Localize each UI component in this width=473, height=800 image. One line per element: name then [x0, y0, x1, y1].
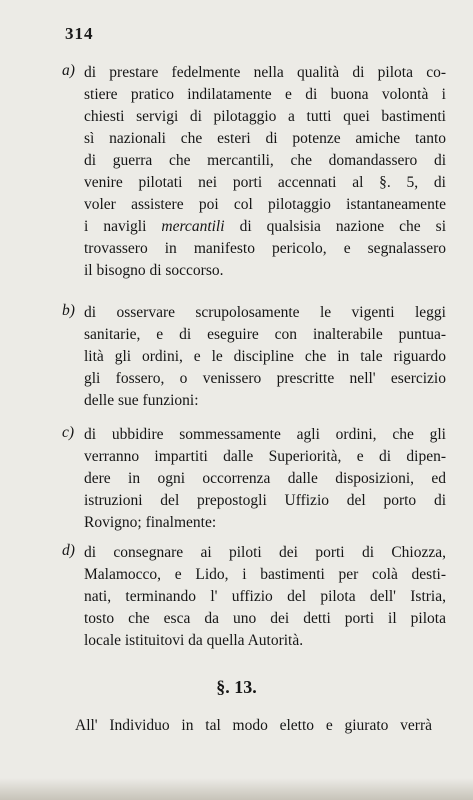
page-bottom-edge	[0, 778, 473, 800]
text-line: venire pilotati nei porti accennati al §. 5, di	[84, 174, 446, 191]
text-line: verranno impartiti dalle Superiorità, e di dipen-	[84, 448, 446, 465]
item-marker: a)	[62, 62, 75, 79]
text-line: lità gli ordini, e le discipline che in tale riguardo	[84, 348, 446, 365]
text-line: tosto che esca da uno dei detti porti il pilota	[84, 610, 446, 627]
text-line: il bisogno di soccorso.	[84, 262, 224, 279]
list-item-a	[62, 62, 446, 282]
list-item-d	[62, 542, 446, 652]
list-item-b	[62, 302, 446, 412]
item-marker: b)	[62, 302, 75, 319]
text-line: stiere pratico indilatamente e di buona volontà i	[84, 86, 446, 103]
text-line: gli fossero, o venissero prescritte nell' esercizio	[84, 370, 446, 387]
text-line: sì nazionali che esteri di potenze amiche tanto	[84, 130, 446, 147]
item-marker: c)	[62, 424, 75, 441]
text-line: dere in ogni occorrenza dalle disposizioni, ed	[84, 470, 446, 487]
continuation-line: All' Individuo in tal modo eletto e giurato verrà	[75, 717, 432, 734]
text-line: Rovigno; finalmente:	[84, 514, 217, 531]
text-line: i navigli mercantili di qualsisia nazione che si	[84, 218, 447, 235]
text-line: di guerra che mercantili, che domandassero di	[84, 152, 446, 169]
page-number: 314	[65, 24, 94, 43]
list-item-c	[62, 424, 446, 534]
text-line: voler assistere poi col pilotaggio istantaneamente	[84, 196, 446, 213]
text-line: di osservare scrupolosamente le vigenti leggi	[84, 304, 446, 321]
text-line: locale istituitovi da quella Autorità.	[84, 632, 304, 649]
text-line: delle sue funzioni:	[84, 392, 199, 409]
item-marker: d)	[62, 542, 75, 559]
text-line: chiesti servigi di pilotaggio a tutti quei bastimenti	[84, 108, 446, 125]
text-line: di consegnare ai piloti dei porti di Chiozza,	[84, 544, 446, 561]
text-line: istruzioni del prepostogli Uffizio del porto di	[84, 492, 446, 509]
text-line: nati, terminando l' uffizio del pilota dell' Istria,	[84, 588, 446, 605]
text-line: di ubbidire sommessamente agli ordini, che gli	[84, 426, 446, 443]
text-line: trovassero in manifesto pericolo, e segnalassero	[84, 240, 446, 257]
text-line: di prestare fedelmente nella qualità di pilota co-	[84, 64, 446, 81]
text-line: sanitarie, e di eseguire con inalterabile puntua-	[84, 326, 446, 343]
text-line: Malamocco, e Lido, i bastimenti per colà desti-	[84, 566, 446, 583]
section-heading: §. 13.	[216, 677, 257, 697]
